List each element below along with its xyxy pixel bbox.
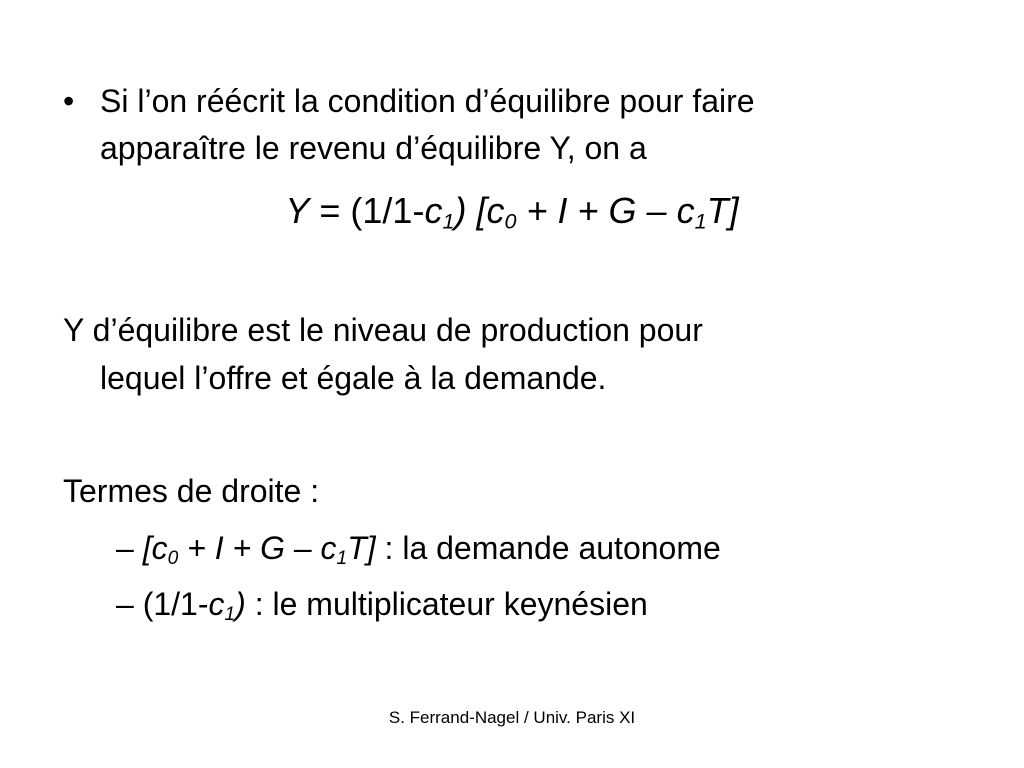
sub-item-2-close: )	[235, 586, 246, 622]
equation-mult-close: )	[454, 190, 467, 231]
sub-item-2-sub: 1	[224, 603, 236, 625]
sub-item-multiplicateur	[116, 586, 648, 625]
equation-bracket-open: [c	[466, 190, 505, 231]
sub-item-1-dash: –	[116, 530, 143, 566]
sub-item-1-sub1: 1	[336, 547, 348, 569]
equilibrium-equation	[0, 190, 1024, 232]
equation-bracket-sub1: 1	[694, 208, 707, 234]
sub-item-demande-autonome	[116, 530, 721, 569]
sub-item-1-expr-mid: + I + G – c	[178, 530, 337, 566]
sub-item-1-sub0: 0	[167, 547, 179, 569]
paragraph-1-line-2: lequel l’offre et égale à la demande.	[100, 360, 607, 396]
sub-item-2-desc: : le multiplicateur keynésien	[245, 586, 648, 622]
equation-equals: =	[309, 190, 351, 231]
footer-credit: S. Ferrand-Nagel / Univ. Paris XI	[388, 708, 636, 727]
bullet-text-line-1: Si l’on réécrit la condition d’équilibre pour faire	[100, 83, 755, 119]
paragraph-2-heading: Termes de droite :	[63, 473, 320, 509]
paragraph-1-line-1: Y d’équilibre est le niveau de production pour	[63, 312, 703, 348]
sub-item-1-desc: : la demande autonome	[375, 530, 721, 566]
equation-bracket-sub0: 0	[504, 208, 517, 234]
equation-mult-open: (1/1-	[350, 190, 425, 231]
sub-item-2-dash: –	[116, 586, 143, 622]
sub-item-1-expr-open: [c	[142, 530, 168, 566]
equation-lhs: Y	[285, 190, 310, 231]
equation-mult-sub: 1	[442, 208, 455, 234]
equation-bracket-mid: + I + G – c	[516, 190, 695, 231]
sub-item-1-expr-end: T]	[347, 530, 376, 566]
equation-mult-var: c	[424, 190, 443, 231]
bullet-text-line-2: apparaître le revenu d’équilibre Y, on a	[100, 130, 647, 166]
sub-item-2-var: c	[208, 586, 225, 622]
sub-item-2-open: (1/1-	[142, 586, 209, 622]
equation-bracket-end: T]	[706, 190, 739, 231]
bullet-marker: •	[63, 83, 75, 119]
